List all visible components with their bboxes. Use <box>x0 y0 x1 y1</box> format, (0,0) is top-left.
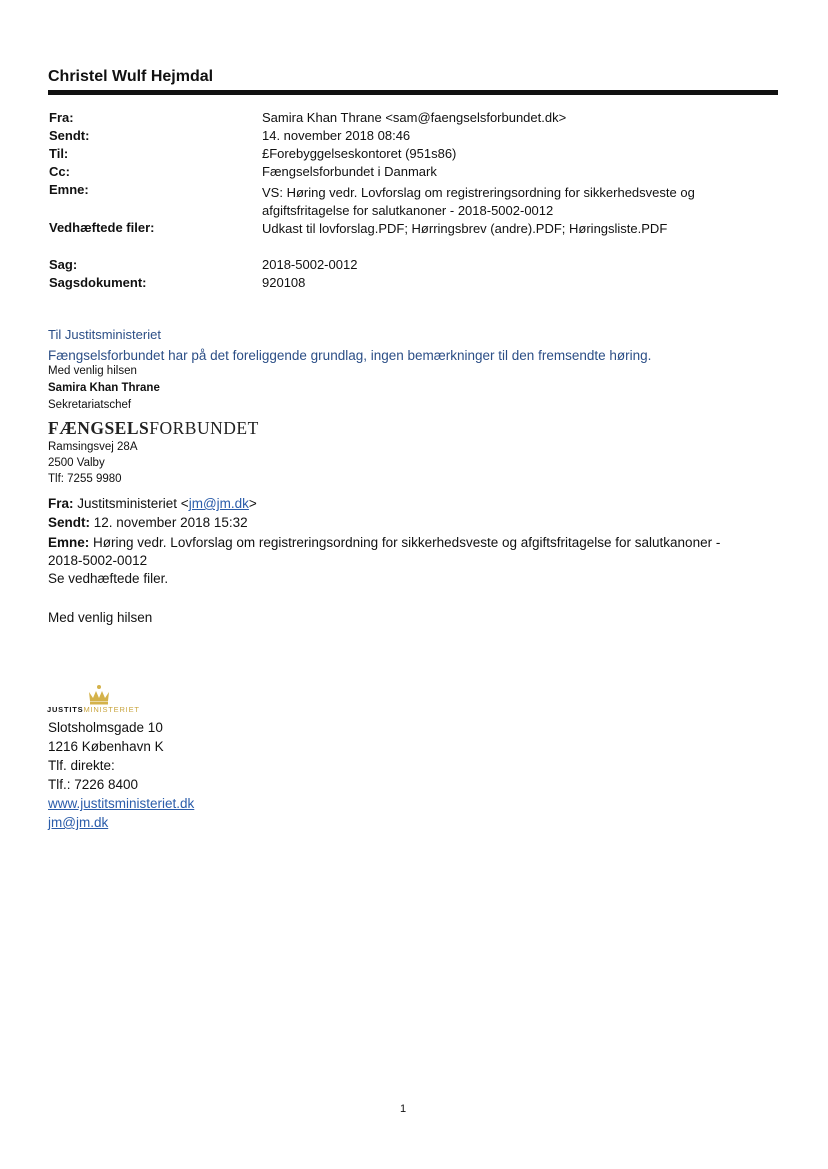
fwd-sent-line <box>48 515 248 530</box>
fwd-from-line <box>48 496 257 511</box>
ministry-email-link[interactable]: jm@jm.dk <box>48 815 109 830</box>
fwd-from-close: > <box>248 496 257 511</box>
org-logo-light: FORBUNDET <box>149 418 259 438</box>
sender-name: Christel Wulf Hejmdal <box>48 68 214 85</box>
fwd-from-email-link[interactable]: jm@jm.dk <box>188 496 249 511</box>
header-label-cc: Cc: <box>49 164 70 179</box>
fwd-subject-label: Emne: <box>48 535 90 550</box>
ministry-direct-phone: Tlf. direkte: <box>48 758 115 773</box>
header-value-sent: 14. november 2018 08:46 <box>262 128 411 143</box>
crown-icon <box>86 684 112 706</box>
reply-closing: Med venlig hilsen <box>48 365 137 377</box>
fwd-attachments-note: Se vedhæftede filer. <box>48 571 169 586</box>
org-logo-bold: FÆNGSELS <box>48 418 150 438</box>
header-label-subject: Emne: <box>49 182 89 197</box>
fwd-sent-value: 12. november 2018 15:32 <box>93 515 248 530</box>
fwd-subject-cont: 2018-5002-0012 <box>48 553 148 568</box>
ministry-logo-text <box>47 705 140 714</box>
header-label-sent: Sendt: <box>49 128 90 143</box>
header-value-to: £Forebyggelseskontoret (951s86) <box>262 146 457 161</box>
header-value-from: Samira Khan Thrane <sam@faengselsforbundet.dk> <box>262 110 567 125</box>
fwd-from-label: Fra: <box>48 496 74 511</box>
ministry-city: 1216 København K <box>48 739 164 754</box>
reply-greeting: Til Justitsministeriet <box>48 327 161 342</box>
signer-title: Sekretariatschef <box>48 399 132 411</box>
ministry-label-bold: JUSTITS <box>47 705 84 714</box>
ministry-phone: Tlf.: 7226 8400 <box>48 777 139 792</box>
org-phone: Tlf: 7255 9980 <box>48 473 122 485</box>
page-number: 1 <box>400 1103 407 1115</box>
ministry-website-link[interactable]: www.justitsministeriet.dk <box>48 796 195 811</box>
signer-name: Samira Khan Thrane <box>48 382 160 394</box>
header-value-case: 2018-5002-0012 <box>262 257 358 272</box>
header-value-attachments[interactable]: Udkast til lovforslag.PDF; Hørringsbrev (andre).PDF; Høringsliste.PDF <box>262 221 668 236</box>
org-address-city: 2500 Valby <box>48 457 105 469</box>
header-value-subject-cont: afgiftsfritagelse for salutkanoner - 2018-5002-0012 <box>262 203 554 218</box>
fwd-from-name: Justitsministeriet < <box>77 496 189 511</box>
header-label-case-document: Sagsdokument: <box>49 275 147 290</box>
header-label-case: Sag: <box>49 257 78 272</box>
ministry-street: Slotsholmsgade 10 <box>48 720 163 735</box>
fwd-sent-label: Sendt: <box>48 515 90 530</box>
reply-message: Fængselsforbundet har på det foreliggende grundlag, ingen bemærkninger til den fremsendte høring. <box>48 348 652 363</box>
header-label-from: Fra: <box>49 110 74 125</box>
header-label-to: Til: <box>49 146 69 161</box>
org-address-street: Ramsingsvej 28A <box>48 441 138 453</box>
header-value-subject: VS: Høring vedr. Lovforslag om registreringsordning for sikkerhedsveste og <box>262 185 695 200</box>
fwd-closing: Med venlig hilsen <box>48 610 153 625</box>
ministry-label-light: MINISTERIET <box>83 705 140 714</box>
org-logo <box>48 418 259 439</box>
header-label-attachments: Vedhæftede filer: <box>49 220 155 235</box>
header-value-cc: Fængselsforbundet i Danmark <box>262 164 437 179</box>
header-divider <box>48 90 778 95</box>
header-value-case-document: 920108 <box>262 275 306 290</box>
fwd-subject-value: Høring vedr. Lovforslag om registreringsordning for sikkerhedsveste og afgiftsfritagelse for salutkanoner - <box>93 535 721 550</box>
fwd-subject-line <box>48 535 720 550</box>
